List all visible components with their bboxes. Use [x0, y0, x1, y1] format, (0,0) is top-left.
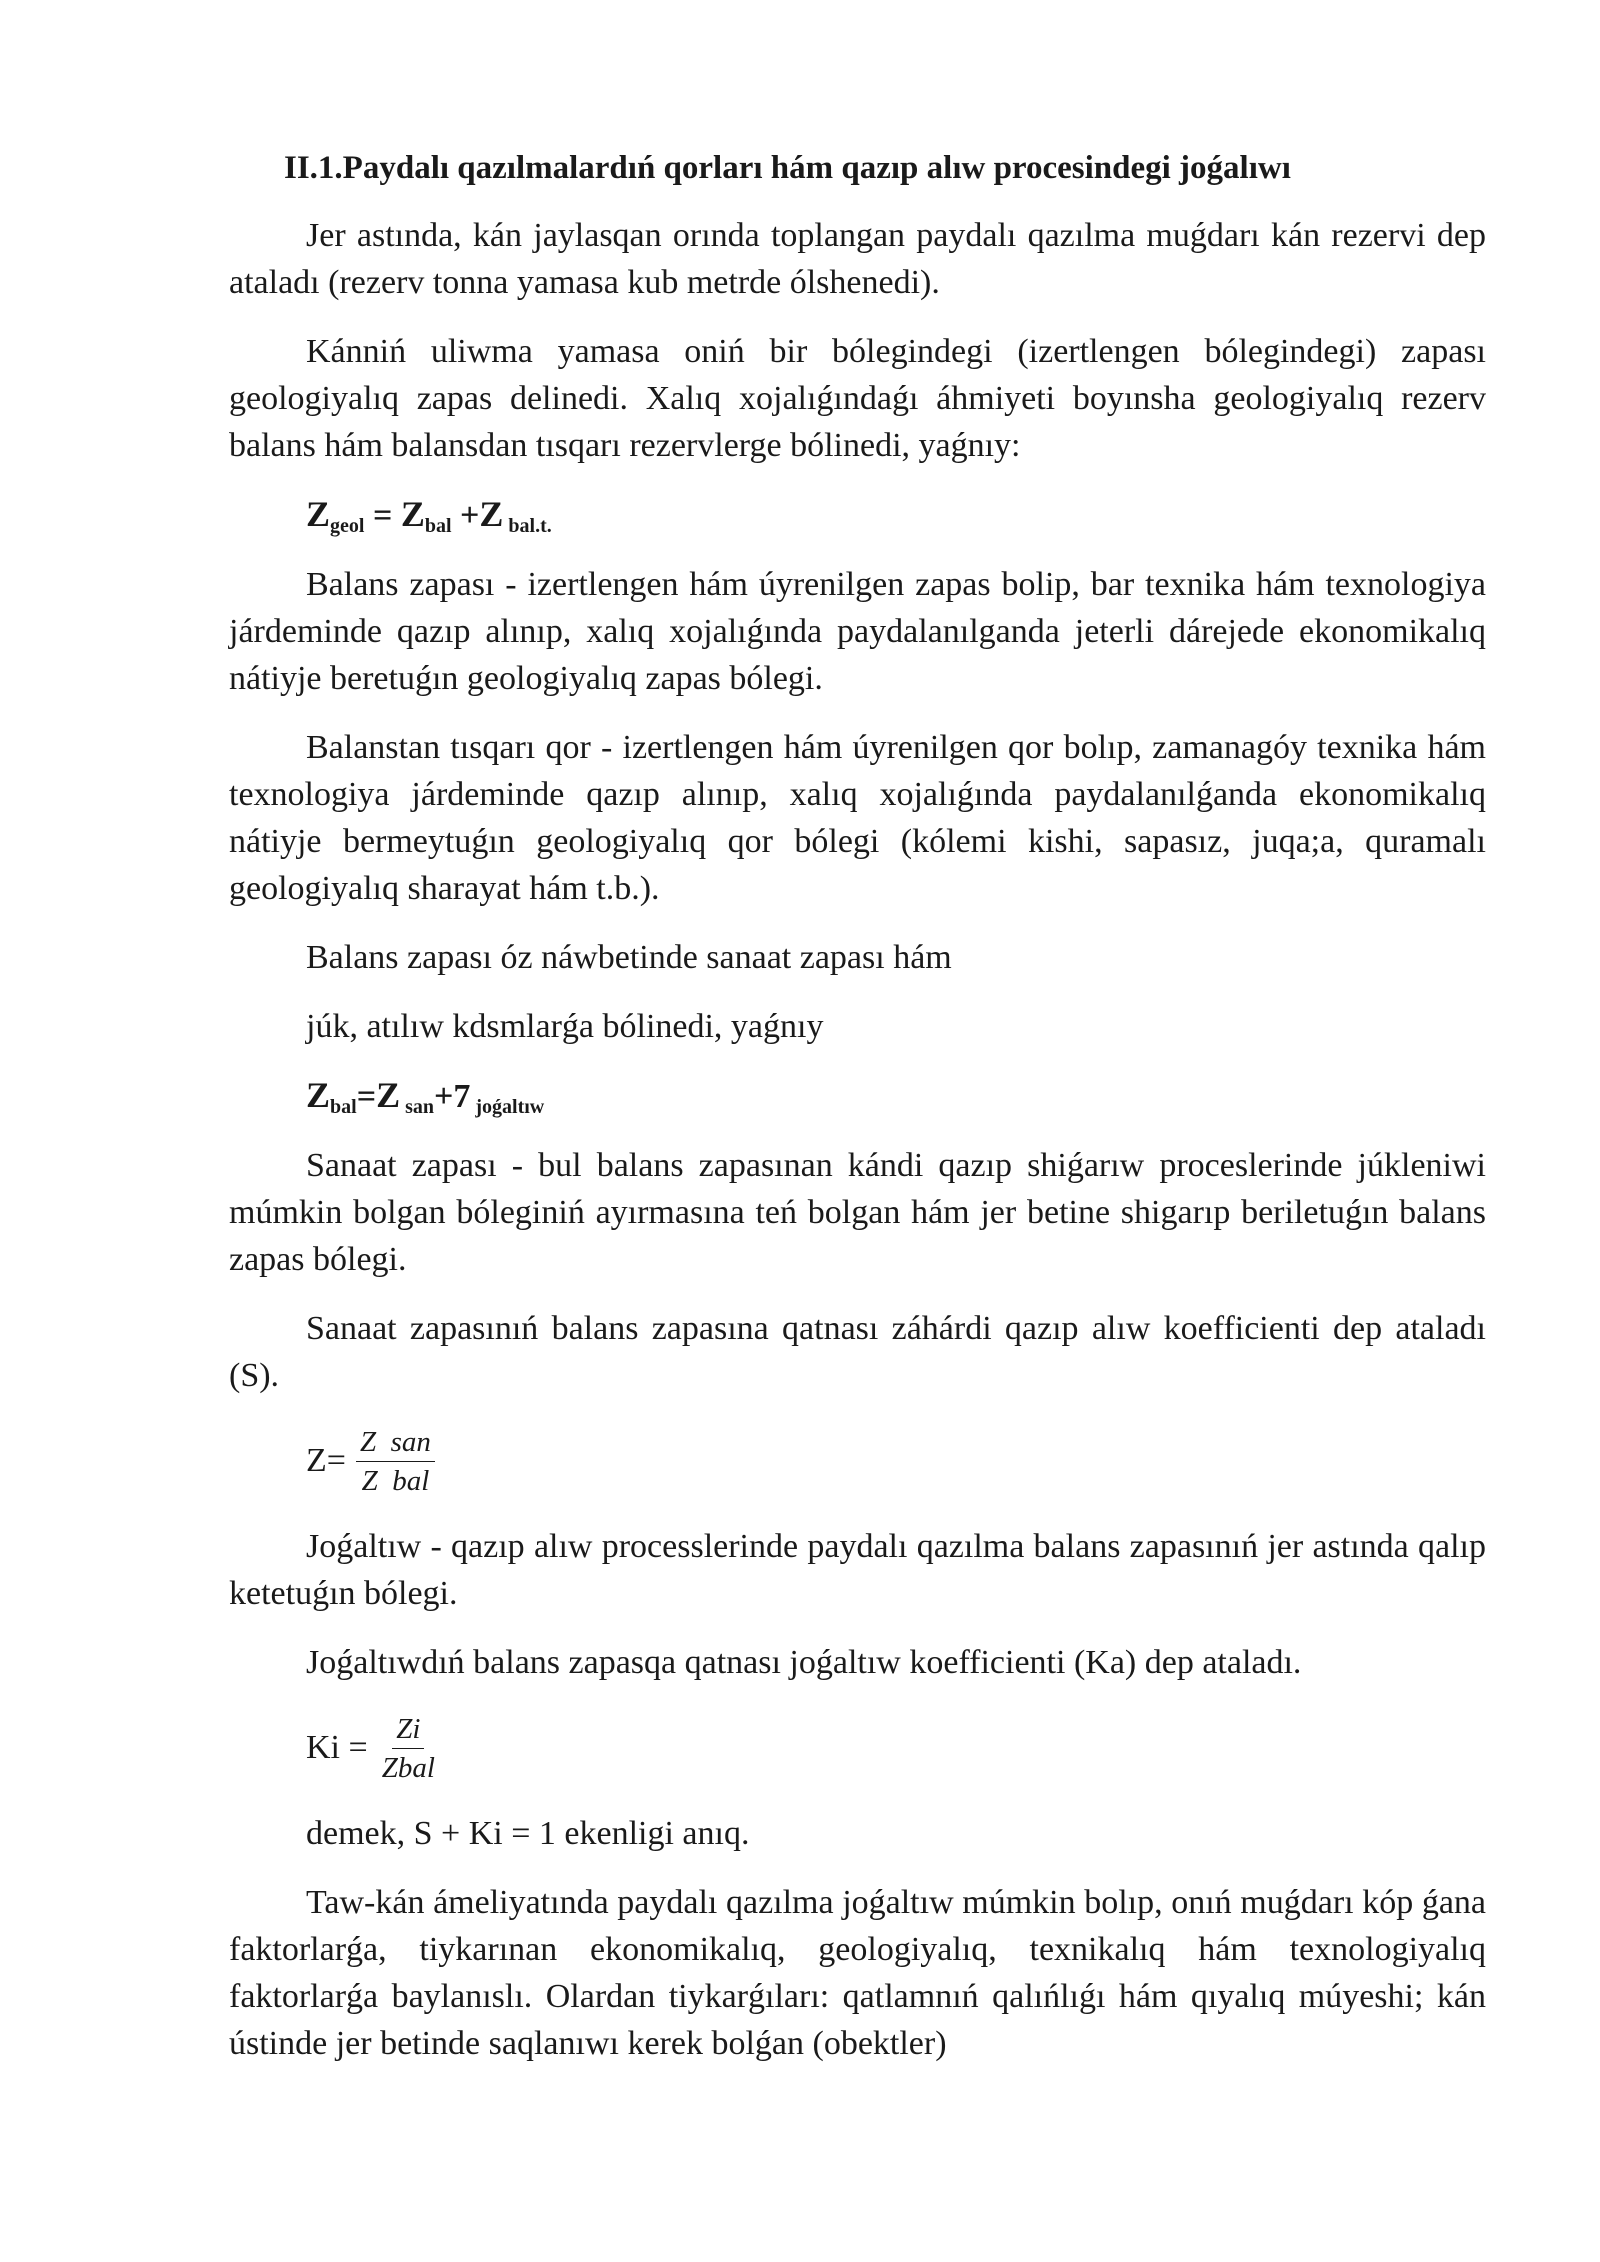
text-line: Balans zapası óz náwbetinde sanaat zapası hám [306, 939, 952, 976]
paragraph-extraction-coefficient: Sanaat zapasınıń balans zapasına qatnası záhárdi qazıp alıw koefficienti dep ataladı (S). [229, 1310, 1486, 1394]
formula-symbol: Z [306, 494, 331, 534]
text-line-conclusion: demek, S + Ki = 1 ekenligi anıq. [306, 1815, 750, 1852]
formula-subscript: geol [330, 515, 365, 537]
formula-extraction-coefficient [306, 1421, 1486, 1501]
formula-subscript: san [400, 1096, 434, 1118]
paragraph-balance-reserve: Balans zapası - izertlengen hám úyrenilgen zapas bolip, bar texnika hám texnologiya járdeminde qazıp alınıp, xalıq xojalıǵında paydalanılganda jeterli dárejede ekonomikalıq nátiyje beretuǵın geologiyalıq zapas bólegi. [229, 566, 1486, 697]
paragraph-industrial-reserve: Sanaat zapası - bul balans zapasınan kándi qazıp shiǵarıw proceslerinde júkleniwi múmkin bolgan bóleginiń ayırmasına teń bolgan hám jer betine shigarıp beriletuǵın balans zapas bólegi. [229, 1147, 1486, 1278]
paragraph-geological-reserve: Kánniń uliwma yamasa oniń bir bólegindegi (izertlengen bólegindegi) zapası geologiyalıq zapas delinedi. Xalıq xojalıǵındaǵı áhmiyeti boyınsha geologiyalıq rezerv balans hám balansdan tısqarı rezervlerge bólinedi, yaǵnıy: [229, 333, 1486, 464]
formula-operator: = [356, 1078, 377, 1115]
section-heading: II.1.Paydalı qazılmalardıń qorları hám qazıp alıw procesindegi jоǵalıwı [284, 150, 1291, 186]
formula-balance-reserve [306, 1072, 1486, 1120]
formula-lhs: Ki = [306, 1729, 368, 1766]
formula-symbol: Z [400, 494, 425, 534]
paragraph-loss-definition: Joǵaltıw - qazıp alıw processlerinde paydalı qazılma balans zapasınıń jer astında qalıp ketetuǵın bólegi. [229, 1528, 1486, 1612]
formula-subscript: bal.t. [503, 515, 552, 537]
formula-loss-coefficient [306, 1708, 1486, 1788]
formula-operator: + [451, 497, 480, 534]
fraction-denominator: Z bal [361, 1464, 430, 1497]
formula-symbol: Z [479, 494, 504, 534]
paragraph-off-balance-reserve: Balanstan tısqarı qor - izertlengen hám úyrenilgen qor bolıp, zamanagóy texnika hám texnologiya járdeminde qazıp alınıp, xalıq xojalıǵında paydalanılǵanda ekonomikalıq nátiyje bermeytuǵın geologiyalıq qor bólegi (kólemi kishi, sapasız, juqa;a, quramalı geologiyalıq sharayat hám t.b.). [229, 729, 1486, 907]
paragraph-loss-factors: Taw-kán ámeliyatında paydalı qazılma joǵaltıw múmkin bolıp, onıń muǵdarı kóp ǵana faktorlarǵa, tiykarınan ekonomikalıq, geologiyalıq, texnikalıq hám texnologiyalıq faktorlarǵa baylanıslı. Olardan tiykarǵıları: qatlamnıń qalıńlıǵı hám qıyalıq múyeshi; kán ústinde jer betinde saqlanıwı kerek bolǵan (obektler) [229, 1884, 1486, 2062]
formula-symbol: Z [306, 1075, 331, 1115]
formula-operator: = [364, 497, 401, 534]
fraction-numerator: Zi [392, 1711, 424, 1749]
page-content [229, 148, 1486, 2089]
formula-subscript: bal [424, 515, 452, 537]
paragraph-loss-coefficient: Joǵaltıwdıń balans zapasqa qatnası joǵaltıw koefficienti (Ka) dep ataladı. [306, 1644, 1302, 1681]
fraction-denominator: Zbal [381, 1751, 435, 1784]
formula-geological-reserve [306, 491, 1486, 539]
fraction [378, 1711, 439, 1786]
formula-operator: +7 [434, 1078, 471, 1115]
fraction [356, 1424, 435, 1499]
formula-lhs: Z= [306, 1442, 346, 1479]
paragraph-reserve-definition: Jer astında, kán jaylasqan orında toplangan paydalı qazılma muǵdarı kán rezervi dep ataladı (rezerv tonna yamasa kub metrde ólshenedi). [229, 217, 1486, 301]
formula-symbol: Z [376, 1075, 401, 1115]
formula-subscript: bal [330, 1096, 357, 1118]
formula-subscript: joǵaltıw [470, 1096, 545, 1118]
text-line: júk, atılıw kdsmlarǵa bólinedi, yaǵnıy [306, 1008, 824, 1045]
fraction-numerator: Z san [356, 1424, 435, 1462]
